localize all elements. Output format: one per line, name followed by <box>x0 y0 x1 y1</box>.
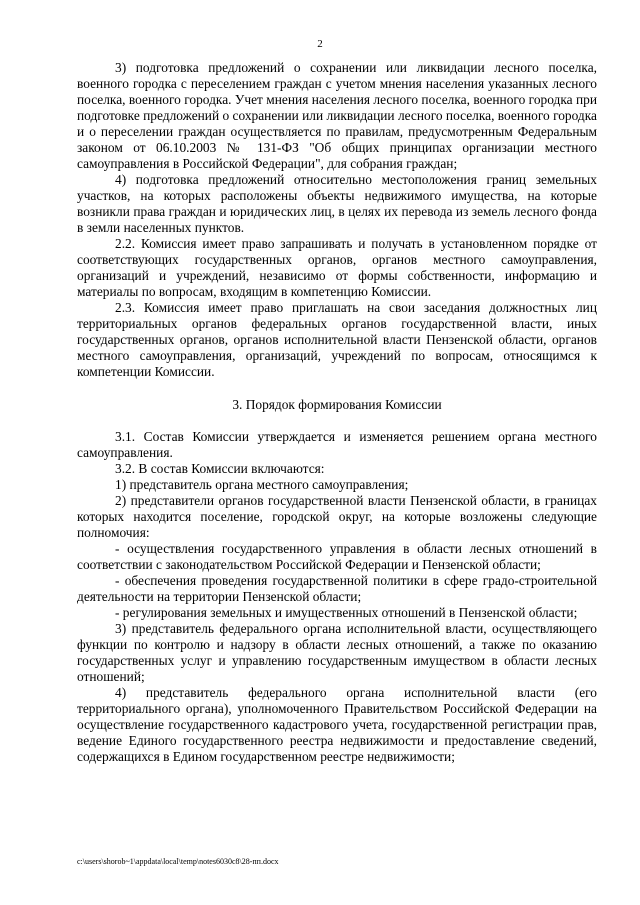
paragraph-item-3: 3) подготовка предложений о сохранении или ликвидации лесного поселка, военного городка с переселением граждан с учетом мнения населения указанных лесного поселка, военного городка. Учет мнения населения лесного поселка, военного городка при подготовке предложений о сохранении или ликвидации лесного поселка, военного городка и о переселении граждан осуществляется по правилам, предусмотренным Федеральным законом от 06.10.2003 № 131-ФЗ "Об общих принципах организации местного самоуправления в Российской Федерации", для собрания граждан; <box>77 60 597 171</box>
list-item-2: 2) представители органов государственной власти Пензенской области, в границах которых находится поселение, городской округ, на которые возложены следующие полномочия: <box>77 493 597 540</box>
list-item-1: 1) представитель органа местного самоуправления; <box>115 477 409 492</box>
section-heading: 3. Порядок формирования Комиссии <box>232 397 442 412</box>
paragraph-item-4: 4) подготовка предложений относительно местоположения границ земельных участков, на которых расположены объекты недвижимого имущества, на которые возникли права граждан и юридических лиц, в целях их перевода из земель лесного фонда в земли населенных пунктов. <box>77 172 597 235</box>
footer-file-path: c:\users\shorob~1\appdata\local\temp\notes6030c8\28-пп.docx <box>77 857 279 866</box>
sub-item-urban-planning: - обеспечения проведения государственной политики в сфере градо-строительной деятельности на территории Пензенской области; <box>77 573 597 604</box>
sub-item-land-relations: - регулирования земельных и имущественных отношений в Пензенской области; <box>115 605 578 620</box>
paragraph-2-2: 2.2. Комиссия имеет право запрашивать и получать в установленном порядке от соответствующих государственных органов, органов местного самоуправления, организаций и учреждений, независимо от формы собственности, информацию и материалы по вопросам, входящим в компетенцию Комиссии. <box>77 236 597 299</box>
paragraph-2-3: 2.3. Комиссия имеет право приглашать на свои заседания должностных лиц территориальных органов федеральных органов государственной власти, иных государственных органов, органов исполнительной власти Пензенской области, органов местного самоуправления, организаций, учреждений по вопросам, относящимся к компетенции Комиссии. <box>77 300 597 379</box>
paragraph-3-1: 3.1. Состав Комиссии утверждается и изменяется решением органа местного самоуправления. <box>77 429 597 460</box>
sub-item-forestry: - осуществления государственного управления в области лесных отношений в соответствии с законодательством Российской Федерации и Пензенской области; <box>77 541 597 572</box>
page-number: 2 <box>317 38 323 50</box>
list-item-4: 4) представитель федерального органа исполнительной власти (его территориального органа), уполномоченного Правительством Российской Федерации на осуществление государственного кадастрового учета, государственной регистрации прав, ведение Единого государственного реестра недвижимости и предоставление сведений, содержащихся в Едином государственном реестре недвижимости; <box>77 685 597 764</box>
document-body <box>77 60 597 765</box>
paragraph-3-2: 3.2. В состав Комиссии включаются: <box>115 461 325 476</box>
list-item-3: 3) представитель федерального органа исполнительной власти, осуществляющего функции по контролю и надзору в области лесных отношений, а также по оказанию государственных услуг и управлению государственным имуществом в области лесных отношений; <box>77 621 597 684</box>
